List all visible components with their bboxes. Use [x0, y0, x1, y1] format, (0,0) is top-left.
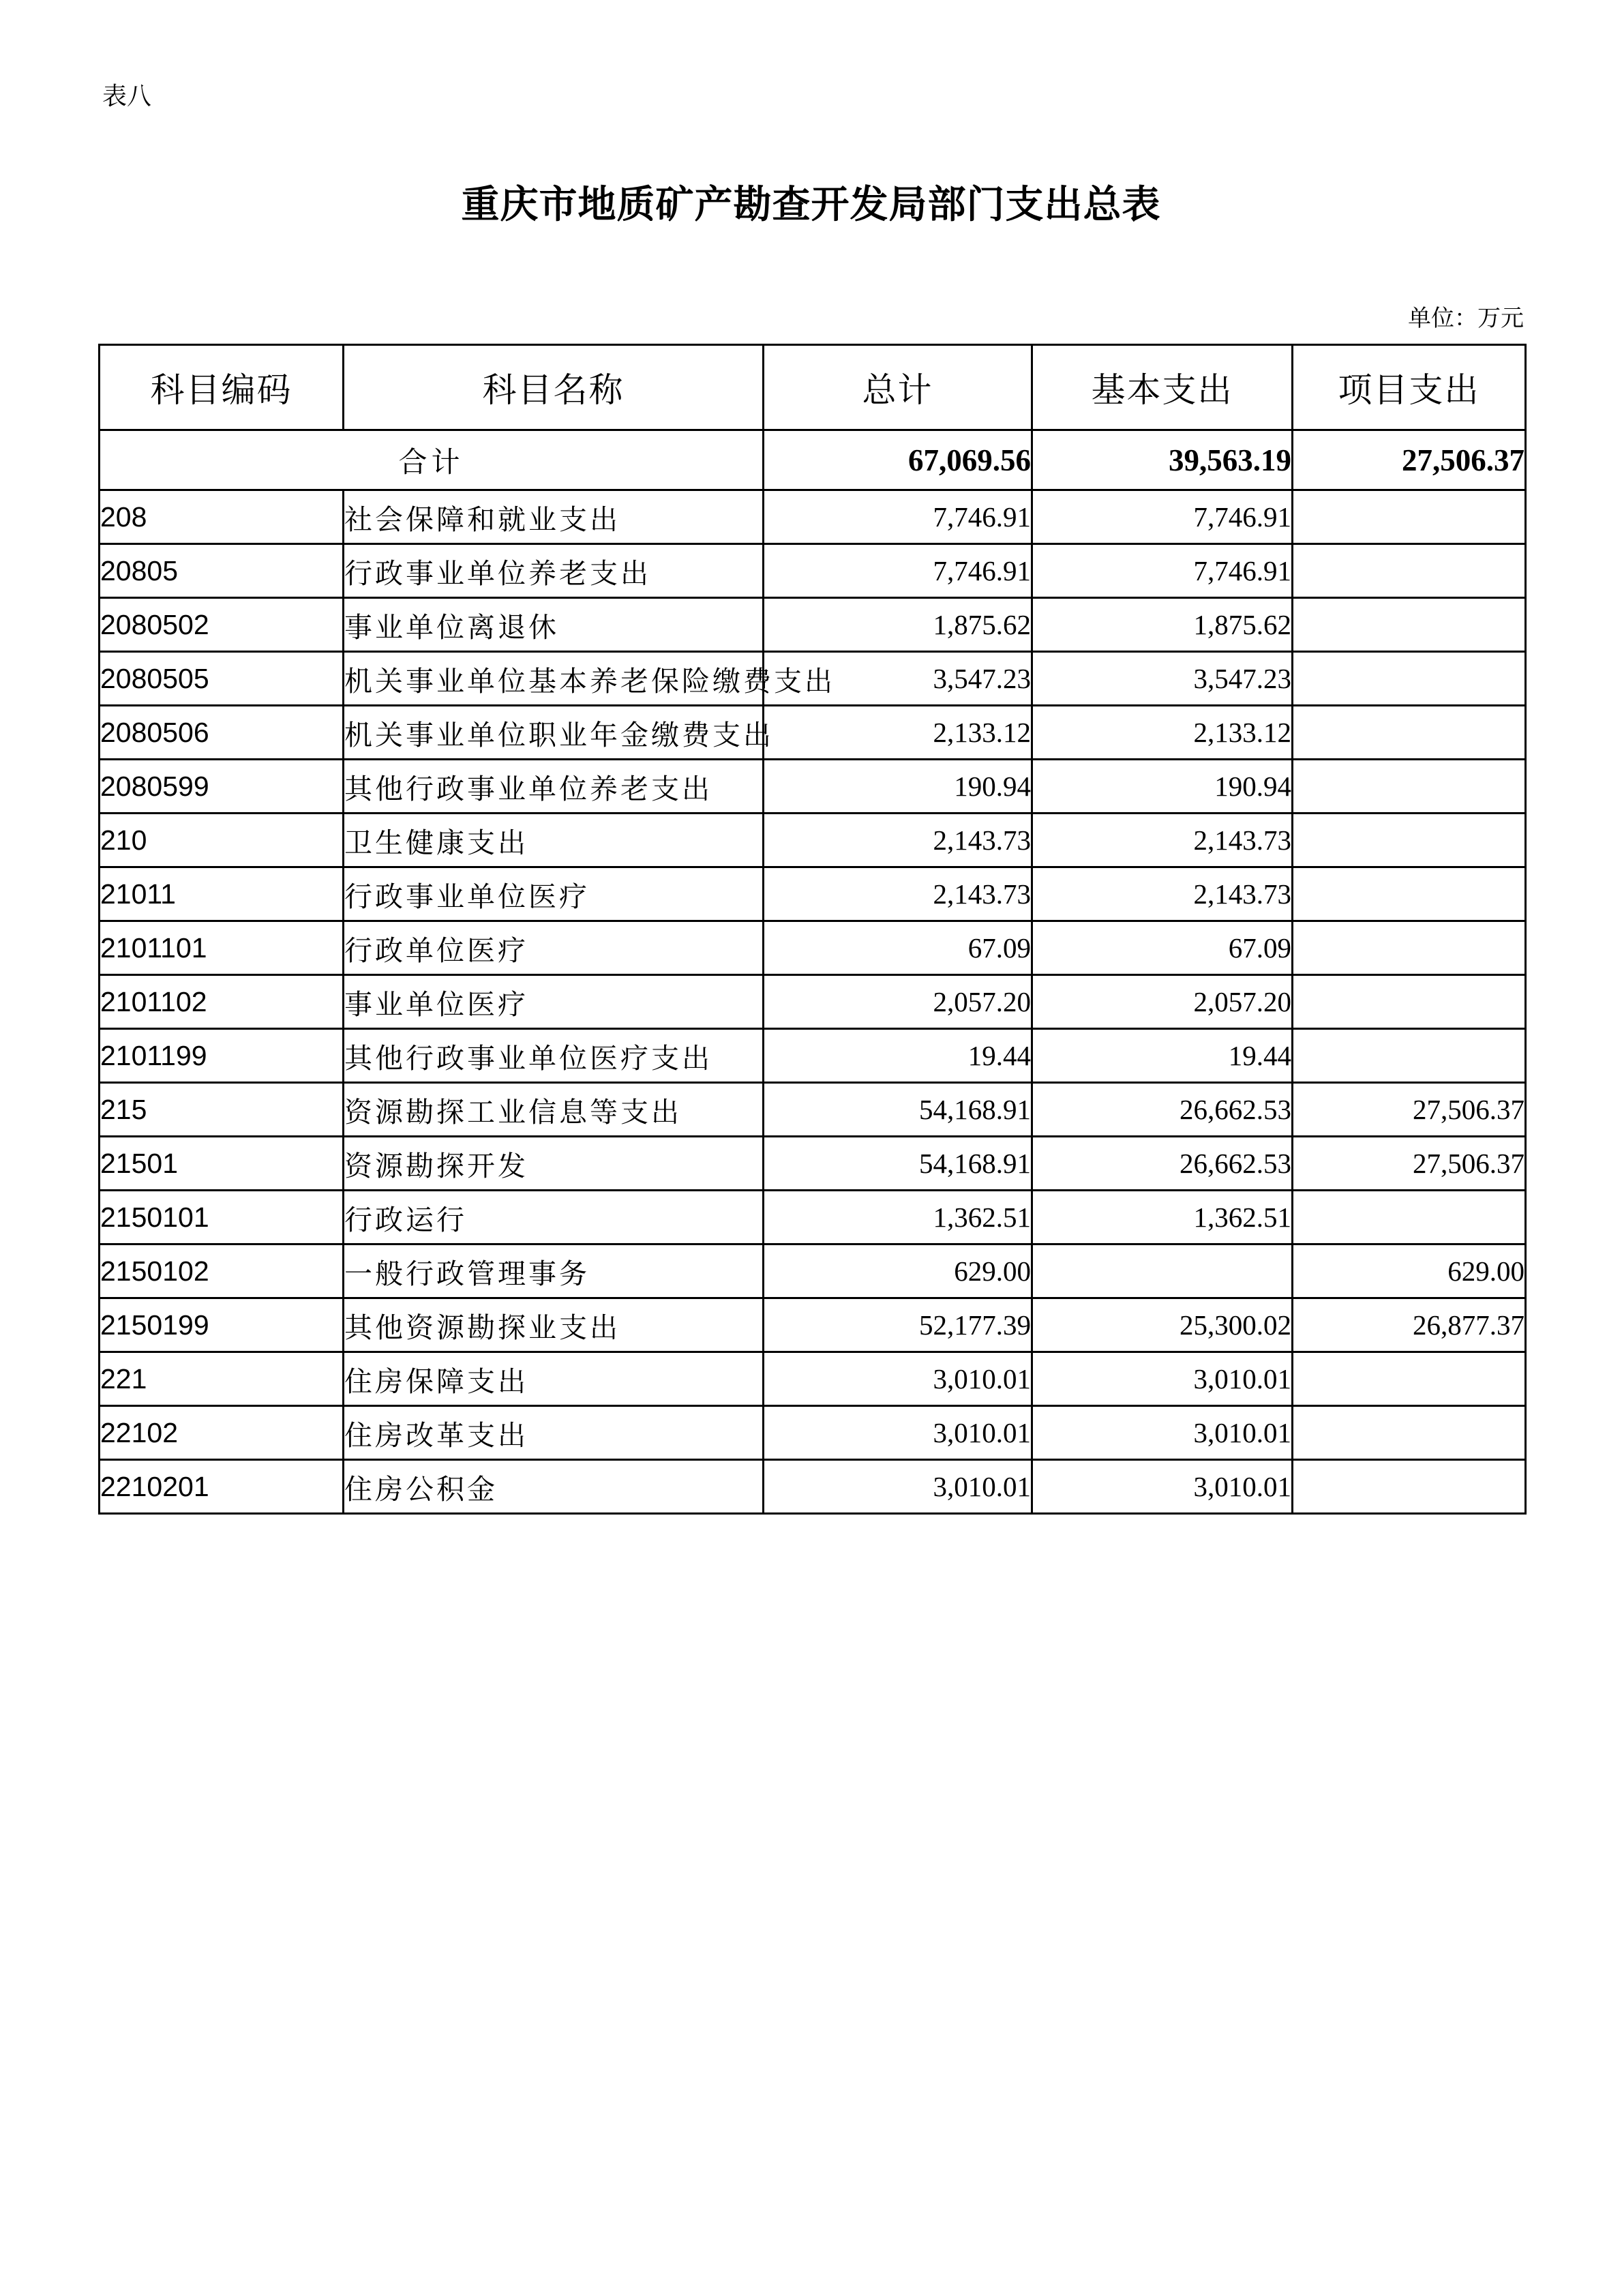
row-project: [1293, 1029, 1526, 1083]
row-project: 26,877.37: [1293, 1298, 1526, 1352]
row-name: 住房保障支出: [344, 1352, 764, 1406]
row-project: [1293, 1191, 1526, 1244]
table-row: [100, 1406, 1526, 1460]
row-name: 行政事业单位养老支出: [344, 544, 764, 598]
row-basic: 190.94: [1032, 760, 1293, 814]
row-name: 机关事业单位职业年金缴费支出: [344, 706, 764, 760]
row-basic: 26,662.53: [1032, 1137, 1293, 1191]
row-basic: 25,300.02: [1032, 1298, 1293, 1352]
table-row: [100, 1137, 1526, 1191]
table-number-label: 表八: [102, 83, 152, 110]
unit-label: 单位：万元: [1408, 305, 1524, 332]
row-basic: 1,875.62: [1032, 598, 1293, 652]
table-row: [100, 760, 1526, 814]
row-name: 资源勘探工业信息等支出: [344, 1083, 764, 1137]
row-total: 2,057.20: [764, 975, 1032, 1029]
row-name: 社会保障和就业支出: [344, 490, 764, 544]
table-row: [100, 1191, 1526, 1244]
table-row: [100, 975, 1526, 1029]
row-basic: 2,133.12: [1032, 706, 1293, 760]
table-row: [100, 544, 1526, 598]
table-row: [100, 490, 1526, 544]
col-header-name: 科目名称: [344, 345, 764, 430]
row-name: 住房改革支出: [344, 1406, 764, 1460]
table-row: [100, 1083, 1526, 1137]
total-label: 合计: [100, 430, 764, 490]
row-total: 54,168.91: [764, 1137, 1032, 1191]
total-sum: 67,069.56: [764, 430, 1032, 490]
row-total: 3,010.01: [764, 1352, 1032, 1406]
row-total: 2,143.73: [764, 814, 1032, 867]
row-project: 27,506.37: [1293, 1083, 1526, 1137]
table-row: [100, 598, 1526, 652]
col-header-basic: 基本支出: [1032, 345, 1293, 430]
row-basic: 7,746.91: [1032, 490, 1293, 544]
total-project: 27,506.37: [1293, 430, 1526, 490]
row-project: 27,506.37: [1293, 1137, 1526, 1191]
row-total: 3,547.23: [764, 652, 1032, 706]
row-basic: 3,010.01: [1032, 1460, 1293, 1514]
row-project: [1293, 760, 1526, 814]
table-body: [100, 430, 1526, 1514]
row-name: 事业单位离退休: [344, 598, 764, 652]
row-project: [1293, 921, 1526, 975]
row-name: 一般行政管理事务: [344, 1244, 764, 1298]
table-row: [100, 706, 1526, 760]
row-name: 事业单位医疗: [344, 975, 764, 1029]
table-row: [100, 1244, 1526, 1298]
row-code: 21501: [100, 1137, 344, 1191]
row-name: 资源勘探开发: [344, 1137, 764, 1191]
row-name: 卫生健康支出: [344, 814, 764, 867]
row-name: 行政单位医疗: [344, 921, 764, 975]
table-row: [100, 921, 1526, 975]
row-project: [1293, 1406, 1526, 1460]
row-basic: 26,662.53: [1032, 1083, 1293, 1137]
table-row: [100, 652, 1526, 706]
row-name: 其他资源勘探业支出: [344, 1298, 764, 1352]
row-name: 其他行政事业单位医疗支出: [344, 1029, 764, 1083]
row-project: [1293, 1460, 1526, 1514]
table-row: [100, 1298, 1526, 1352]
row-total: 2,143.73: [764, 867, 1032, 921]
row-basic: 67.09: [1032, 921, 1293, 975]
col-header-code: 科目编码: [100, 345, 344, 430]
page-title: 重庆市地质矿产勘查开发局部门支出总表: [461, 182, 1161, 227]
row-code: 2080506: [100, 706, 344, 760]
row-project: [1293, 598, 1526, 652]
row-code: 2101101: [100, 921, 344, 975]
row-code: 2080505: [100, 652, 344, 706]
row-basic: 3,010.01: [1032, 1352, 1293, 1406]
table-row: [100, 1029, 1526, 1083]
expenditure-table: [98, 344, 1527, 1515]
row-total: 1,875.62: [764, 598, 1032, 652]
row-total: 52,177.39: [764, 1298, 1032, 1352]
row-total: 7,746.91: [764, 544, 1032, 598]
row-code: 21011: [100, 867, 344, 921]
row-basic: 2,143.73: [1032, 814, 1293, 867]
row-code: 2150199: [100, 1298, 344, 1352]
row-name: 行政事业单位医疗: [344, 867, 764, 921]
row-basic: 1,362.51: [1032, 1191, 1293, 1244]
row-code: 2101102: [100, 975, 344, 1029]
row-code: 2080502: [100, 598, 344, 652]
total-row: [100, 430, 1526, 490]
row-project: [1293, 1352, 1526, 1406]
row-project: [1293, 706, 1526, 760]
row-total: 54,168.91: [764, 1083, 1032, 1137]
row-basic: [1032, 1244, 1293, 1298]
row-code: 221: [100, 1352, 344, 1406]
row-code: 2150102: [100, 1244, 344, 1298]
row-basic: 19.44: [1032, 1029, 1293, 1083]
row-code: 2210201: [100, 1460, 344, 1514]
row-basic: 7,746.91: [1032, 544, 1293, 598]
row-total: 629.00: [764, 1244, 1032, 1298]
col-header-total: 总计: [764, 345, 1032, 430]
row-code: 208: [100, 490, 344, 544]
row-code: 22102: [100, 1406, 344, 1460]
row-code: 215: [100, 1083, 344, 1137]
row-name: 其他行政事业单位养老支出: [344, 760, 764, 814]
row-basic: 2,143.73: [1032, 867, 1293, 921]
row-project: [1293, 544, 1526, 598]
row-code: 2080599: [100, 760, 344, 814]
row-total: 3,010.01: [764, 1406, 1032, 1460]
row-total: 190.94: [764, 760, 1032, 814]
header-row: [100, 345, 1526, 430]
table-row: [100, 1460, 1526, 1514]
total-basic: 39,563.19: [1032, 430, 1293, 490]
row-basic: 3,010.01: [1032, 1406, 1293, 1460]
table-row: [100, 814, 1526, 867]
row-code: 210: [100, 814, 344, 867]
row-basic: 2,057.20: [1032, 975, 1293, 1029]
row-project: 629.00: [1293, 1244, 1526, 1298]
row-name: 行政运行: [344, 1191, 764, 1244]
row-code: 2101199: [100, 1029, 344, 1083]
row-project: [1293, 867, 1526, 921]
row-basic: 3,547.23: [1032, 652, 1293, 706]
col-header-project: 项目支出: [1293, 345, 1526, 430]
row-total: 19.44: [764, 1029, 1032, 1083]
row-name: 住房公积金: [344, 1460, 764, 1514]
row-name: 机关事业单位基本养老保险缴费支出: [344, 652, 764, 706]
row-total: 7,746.91: [764, 490, 1032, 544]
row-code: 20805: [100, 544, 344, 598]
table-row: [100, 1352, 1526, 1406]
row-total: 2,133.12: [764, 706, 1032, 760]
row-project: [1293, 490, 1526, 544]
table-row: [100, 867, 1526, 921]
row-project: [1293, 814, 1526, 867]
row-project: [1293, 975, 1526, 1029]
row-project: [1293, 652, 1526, 706]
row-code: 2150101: [100, 1191, 344, 1244]
row-total: 67.09: [764, 921, 1032, 975]
row-total: 1,362.51: [764, 1191, 1032, 1244]
row-total: 3,010.01: [764, 1460, 1032, 1514]
